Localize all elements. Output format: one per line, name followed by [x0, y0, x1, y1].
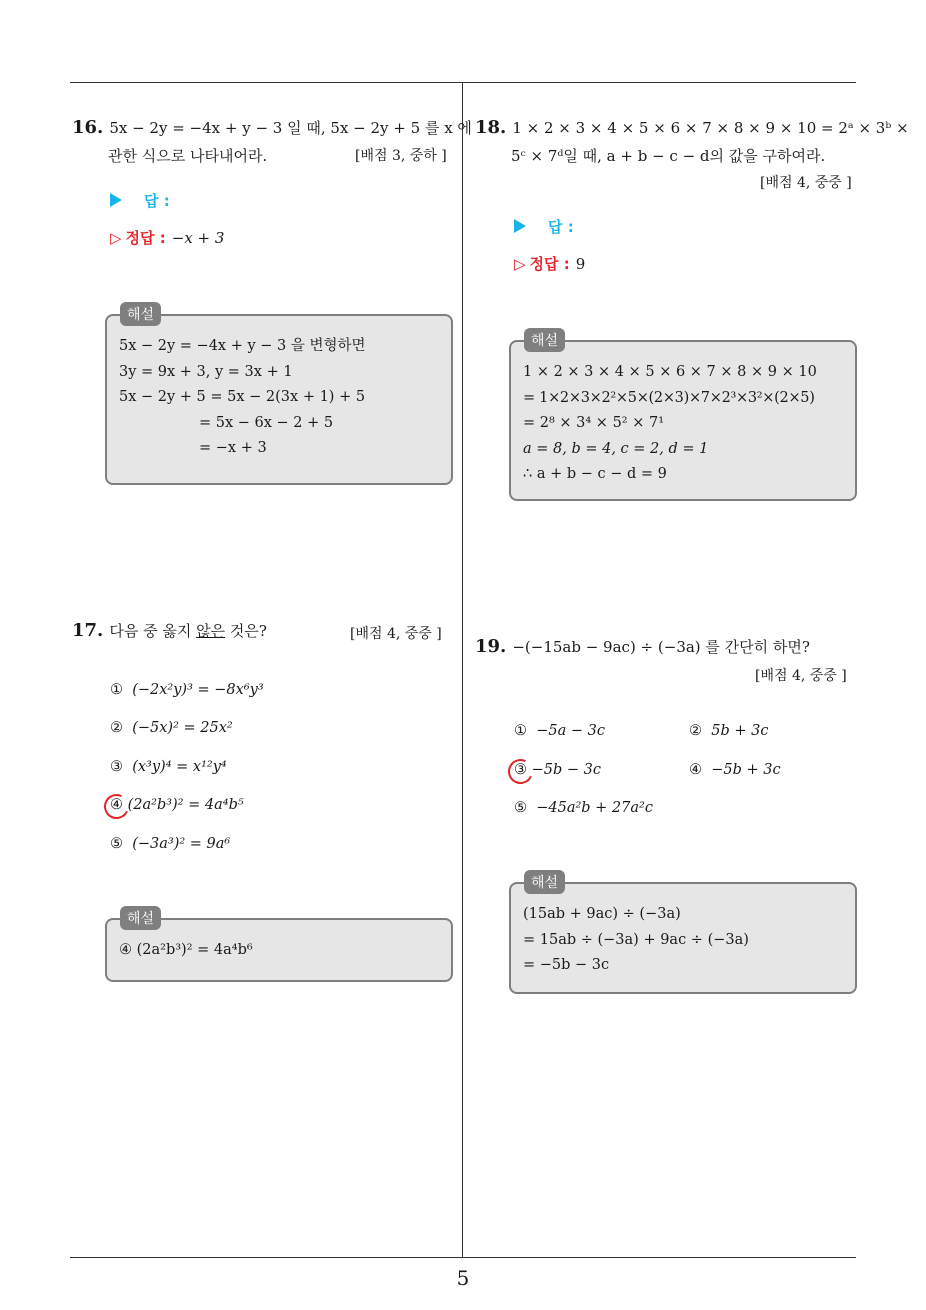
option-text: (−3a³)² = 9a⁶ [132, 836, 231, 852]
triangle-outline-icon: ▷ [514, 255, 526, 273]
option-text: −5a − 3c [536, 723, 605, 739]
explanation-label: 해설 [120, 906, 161, 930]
option-mark: ⑤ [514, 800, 527, 816]
option-3[interactable] [110, 759, 227, 775]
answer-label: 답 : [144, 192, 170, 210]
question-meta: [배점 4, 중중 ] [760, 175, 852, 191]
explanation-line: 1 × 2 × 3 × 4 × 5 × 6 × 7 × 8 × 9 × 10 [523, 364, 817, 380]
option-5[interactable] [514, 800, 653, 816]
option-mark: ④ [689, 762, 702, 778]
correct-answer-row [514, 253, 585, 274]
option-mark: ⑤ [110, 836, 123, 852]
question-number: 18. [475, 117, 507, 138]
answer-row [514, 216, 574, 237]
question-18 [475, 114, 909, 170]
play-icon [514, 219, 526, 233]
option-mark: ② [110, 720, 123, 736]
explanation-line: 5x − 2y + 5 = 5x − 2(3x + 1) + 5 [119, 389, 366, 406]
option-5[interactable] [110, 836, 230, 852]
option-1[interactable] [110, 682, 264, 698]
explanation-line: a = 8, b = 4, c = 2, d = 1 [523, 440, 709, 457]
question-number: 19. [475, 636, 507, 657]
explanation-label: 해설 [524, 870, 565, 894]
question-text-line1: 5x − 2y = −4x + y − 3 일 때, 5x − 2y + 5 를 x 에 [109, 119, 472, 137]
question-number: 17. [72, 620, 104, 641]
option-2[interactable] [110, 720, 233, 736]
option-mark: ③ [110, 759, 123, 775]
option-text: −5b + 3c [711, 762, 781, 778]
option-4[interactable] [110, 797, 244, 813]
correct-label: 정답 : [125, 229, 166, 247]
option-text: (2a²b³)² = 4a⁴b⁵ [127, 797, 244, 813]
correct-value: 9 [575, 255, 586, 273]
question-19 [475, 633, 810, 661]
explanation-line: = 5x − 6x − 2 + 5 [199, 414, 334, 431]
explanation-line: = −x + 3 [199, 440, 267, 457]
correct-label: 정답 : [529, 255, 570, 273]
triangle-outline-icon: ▷ [110, 229, 122, 247]
explanation-label: 해설 [120, 302, 161, 326]
explanation-line: = 2⁸ × 3⁴ × 5² × 7¹ [523, 415, 665, 432]
option-mark: ① [514, 723, 527, 739]
question-meta: [배점 3, 중하 ] [355, 148, 447, 164]
option-2[interactable] [689, 723, 768, 739]
option-text: (−2x²y)³ = −8x⁶y³ [132, 682, 264, 698]
explanation-box [509, 340, 857, 501]
option-mark: ④ [110, 797, 123, 813]
question-text [109, 622, 267, 640]
option-text: −45a²b + 27a²c [536, 800, 653, 816]
selected-circle-icon [504, 755, 536, 787]
option-4[interactable] [689, 762, 781, 778]
explanation-line: = 1×2×3×2²×5×(2×3)×7×2³×3²×(2×5) [523, 389, 815, 406]
explanation-line: ∴ a + b − c − d = 9 [523, 466, 667, 483]
answer-row [110, 190, 170, 211]
option-text: −5b − 3c [531, 762, 601, 778]
explanation-label: 해설 [524, 328, 565, 352]
option-text: 5b + 3c [711, 723, 769, 739]
selected-circle-icon [100, 790, 132, 822]
explanation-line: 5x − 2y = −4x + y − 3 을 변형하면 [119, 338, 366, 354]
explanation-line: 3y = 9x + 3, y = 3x + 1 [119, 363, 293, 380]
play-icon [110, 193, 122, 207]
option-mark: ① [110, 682, 123, 698]
question-number: 16. [72, 117, 104, 138]
option-text: (−5x)² = 25x² [132, 720, 233, 736]
question-text-line1: 1 × 2 × 3 × 4 × 5 × 6 × 7 × 8 × 9 × 10 = 2ᵃ × 3ᵇ × [512, 119, 909, 137]
question-text-part: 것은? [225, 622, 267, 640]
explanation-box [105, 314, 453, 485]
answer-label: 답 : [548, 218, 574, 236]
question-meta: [배점 4, 중중 ] [350, 626, 442, 642]
question-text-line2: 5ᶜ × 7ᵈ일 때, a + b − c − d의 값을 구하여라. [511, 147, 826, 165]
explanation-line: = −5b − 3c [523, 957, 610, 974]
question-meta: [배점 4, 중중 ] [755, 668, 847, 684]
explanation-line: = 15ab ÷ (−3a) + 9ac ÷ (−3a) [523, 931, 749, 948]
question-text-underlined: 않은 [196, 622, 226, 640]
top-rule [70, 82, 856, 83]
column-divider [462, 82, 463, 1258]
question-text-line2: 관한 식으로 나타내어라. [108, 147, 268, 165]
question-text: −(−15ab − 9ac) ÷ (−3a) 를 간단히 하면? [512, 638, 810, 656]
correct-value: −x + 3 [171, 229, 225, 247]
question-17 [72, 617, 267, 645]
explanation-line: ④ (2a²b³)² = 4a⁴b⁶ [119, 942, 253, 958]
option-1[interactable] [514, 723, 605, 739]
option-mark: ② [689, 723, 702, 739]
question-text-part: 다음 중 옳지 [109, 622, 197, 640]
explanation-box [509, 882, 857, 994]
bottom-rule [70, 1257, 856, 1258]
page-number: 5 [456, 1266, 470, 1290]
correct-answer-row [110, 227, 224, 248]
option-text: (x³y)⁴ = x¹²y⁴ [132, 759, 227, 775]
option-mark: ③ [514, 762, 527, 778]
explanation-line: (15ab + 9ac) ÷ (−3a) [523, 906, 681, 922]
